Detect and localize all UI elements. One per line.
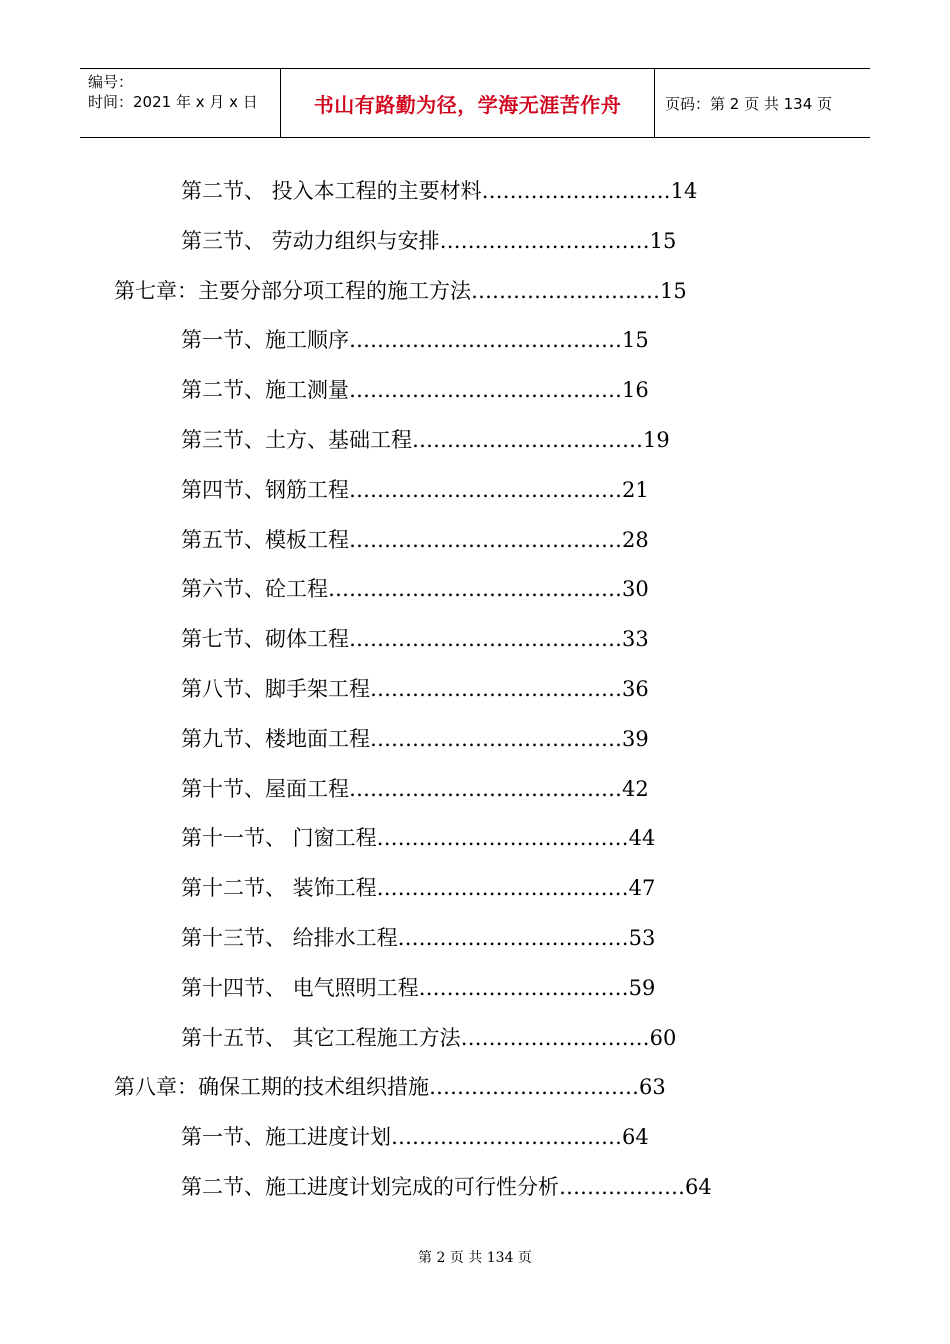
toc-entry[interactable]: 第六节、砼工程……………………………………30 — [181, 577, 649, 602]
table-of-contents — [0, 170, 950, 1216]
toc-entry[interactable]: 第二节、施工测量…………………………………16 — [181, 378, 649, 403]
header-page-info: 页码：第 2 页 共 134 页 — [665, 94, 833, 113]
toc-entry[interactable]: 第十四节、 电气照明工程…………………………59 — [181, 975, 656, 1000]
toc-entry[interactable]: 第二节、 投入本工程的主要材料………………………14 — [181, 179, 698, 203]
page-footer: 第 2 页 共 134 页 — [418, 1250, 532, 1266]
toc-entry[interactable]: 第一节、施工顺序…………………………………15 — [181, 328, 649, 353]
toc-entry[interactable]: 第十三节、 给排水工程……………………………53 — [181, 925, 656, 950]
toc-entry[interactable]: 第三节、土方、基础工程……………………………19 — [181, 427, 670, 452]
toc-entry[interactable]: 第八节、脚手架工程………………………………36 — [181, 676, 649, 701]
toc-entry[interactable]: 第十二节、 装饰工程………………………………47 — [181, 876, 656, 901]
toc-entry[interactable]: 第九节、楼地面工程………………………………39 — [181, 726, 649, 751]
toc-chapter-entry[interactable]: 第八章：确保工期的技术组织措施…………………………63 — [114, 1075, 666, 1100]
header-motto: 书山有路勤为径，学海无涯苦作舟 — [281, 69, 655, 137]
toc-entry[interactable]: 第一节、施工进度计划……………………………64 — [181, 1125, 649, 1150]
toc-entry[interactable]: 第十一节、 门窗工程………………………………44 — [181, 826, 656, 851]
toc-entry[interactable]: 第四节、钢筋工程…………………………………21 — [181, 477, 649, 502]
page-header — [80, 68, 870, 138]
header-meta — [80, 69, 281, 137]
toc-entry[interactable]: 第十节、屋面工程…………………………………42 — [181, 776, 649, 801]
toc-entry[interactable]: 第二节、施工进度计划完成的可行性分析………………64 — [181, 1174, 712, 1199]
toc-chapter-entry[interactable]: 第七章：主要分部分项工程的施工方法………………………15 — [114, 278, 687, 303]
toc-entry[interactable]: 第五节、模板工程…………………………………28 — [181, 527, 649, 552]
document-number-label: 编号： — [88, 73, 134, 91]
toc-entry[interactable]: 第十五节、 其它工程施工方法………………………60 — [181, 1025, 677, 1050]
toc-entry[interactable]: 第三节、 劳动力组织与安排…………………………15 — [181, 228, 677, 253]
toc-entry[interactable]: 第七节、砌体工程…………………………………33 — [181, 627, 649, 652]
document-date: 时间：2021 年 x 月 x 日 — [88, 93, 258, 111]
